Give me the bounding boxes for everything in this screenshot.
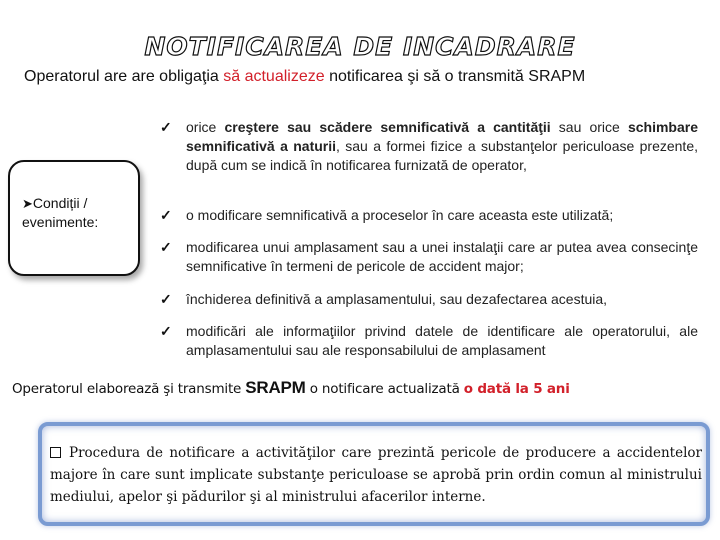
list-item-text: modificarea unui amplasament sau a unei instalaţii care ar putea avea consecinţe semnificative în termeni de pericole de accident major; xyxy=(186,239,698,274)
obligation-statement xyxy=(24,68,704,86)
list-item xyxy=(160,290,698,309)
conditions-box xyxy=(8,160,140,276)
procedure-note-text: Procedura de notificare a activităţilor care prezintă pericole de producere a accidentelor majore în care sunt implicate substanţe periculoase se aprobă prin ordin comun al ministrului mediului, apelor şi pădurilor şi al ministrului afacerilor interne. xyxy=(50,445,702,505)
list-item xyxy=(160,206,698,225)
checkmark-icon: ✓ xyxy=(160,119,172,135)
summary-text-middle: o notificare actualizată xyxy=(305,381,464,397)
square-bullet-icon xyxy=(50,447,61,458)
obligation-accent-text: să actualizeze xyxy=(223,68,325,85)
list-item-text: modificări ale informaţiilor privind datele de identificare ale operatorului, ale amplasamentului sau ale responsabilului de amplasament xyxy=(186,323,698,358)
summary-frequency: o dată la 5 ani xyxy=(463,381,570,397)
list-item-part: sau orice xyxy=(550,119,628,135)
list-item-text: o modificare semnificativă a proceselor în care aceasta este utilizată; xyxy=(186,207,614,223)
list-item xyxy=(160,322,698,360)
page-title: NOTIFICAREA DE INCADRARE xyxy=(144,32,576,61)
summary-srapm: SRAPM xyxy=(245,378,306,397)
list-item xyxy=(160,118,698,175)
obligation-text-start: Operatorul are are obligaţia xyxy=(24,68,224,85)
arrow-bullet-icon: ➤ xyxy=(22,196,33,211)
update-frequency-statement xyxy=(12,378,712,398)
conditions-label xyxy=(22,194,138,231)
list-item-text: închiderea definitivă a amplasamentului, sau dezafectarea acestuia, xyxy=(186,291,608,307)
checkmark-icon: ✓ xyxy=(160,291,172,307)
procedure-note-box xyxy=(38,422,710,526)
list-item-part: , sau a formei fizice a substanţelor periculoase prezente, după cum se indică în notificarea furnizată de operator, xyxy=(186,138,699,173)
obligation-text-end: notificarea şi să o transmită SRAPM xyxy=(324,68,586,85)
list-item-part: orice xyxy=(186,119,225,135)
list-item-part-bold: schimbare semnificativă a naturii xyxy=(186,119,698,154)
list-item-part-bold: creştere sau scădere semnificativă a cantităţii xyxy=(224,119,551,135)
summary-text-start: Operatorul elaborează şi transmite xyxy=(12,381,246,397)
list-item-text xyxy=(186,118,698,175)
conditions-label-text: Condiții / evenimente: xyxy=(22,195,99,230)
checkmark-icon: ✓ xyxy=(160,207,172,223)
procedure-note xyxy=(50,442,702,508)
checkmark-icon: ✓ xyxy=(160,239,172,255)
list-item xyxy=(160,238,698,276)
checkmark-icon: ✓ xyxy=(160,323,172,339)
